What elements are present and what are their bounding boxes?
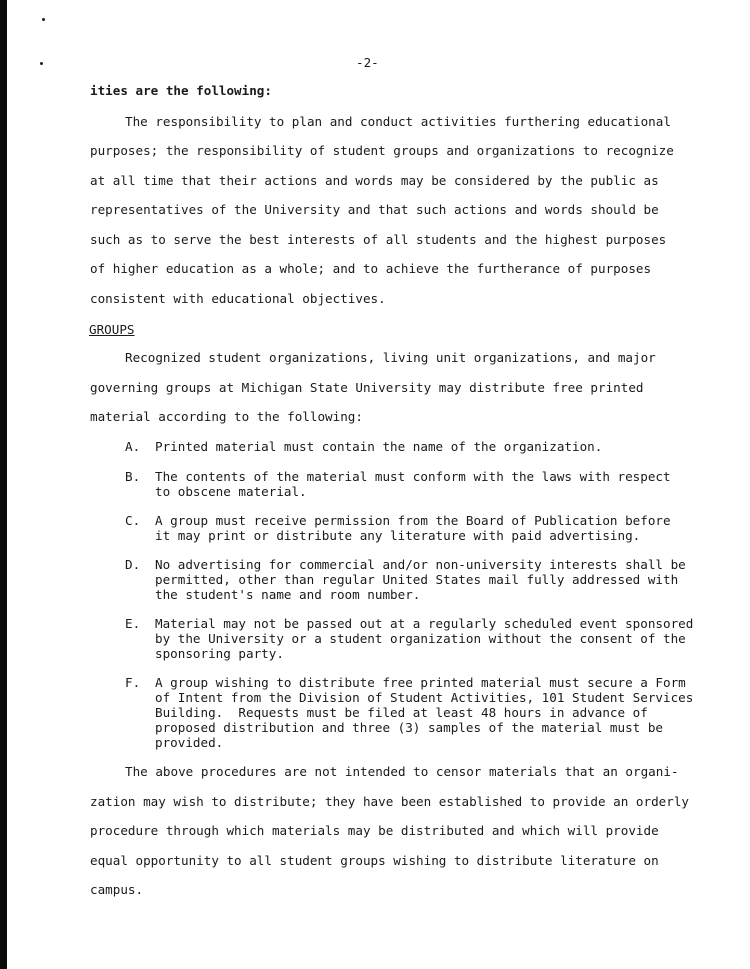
- intro-line: ities are the following:: [90, 83, 272, 98]
- item-line: it may print or distribute any literature with paid advertising.: [155, 528, 641, 543]
- item-line: A group must receive permission from the Board of Publication before: [155, 513, 671, 528]
- paragraph3-line: equal opportunity to all student groups wishing to distribute literature on: [90, 853, 659, 868]
- paragraph3-line: campus.: [90, 882, 144, 897]
- paragraph2-line: governing groups at Michigan State University may distribute free printed: [90, 380, 644, 395]
- item-letter: C.: [125, 513, 141, 528]
- paragraph2-line: material according to the following:: [90, 409, 363, 424]
- item-letter: E.: [125, 616, 141, 631]
- item-letter: F.: [125, 675, 141, 690]
- item-line: Material may not be passed out at a regularly scheduled event sponsored: [155, 616, 694, 631]
- paragraph3-line: zation may wish to distribute; they have been established to provide an orderly: [90, 794, 689, 809]
- paragraph1-line: of higher education as a whole; and to achieve the furtherance of purposes: [90, 261, 652, 276]
- paragraph1-line: such as to serve the best interests of all students and the highest purposes: [90, 232, 667, 247]
- paragraph1-line: consistent with educational objectives.: [90, 291, 386, 306]
- item-line: A group wishing to distribute free printed material must secure a Form: [155, 675, 686, 690]
- item-line: sponsoring party.: [155, 646, 284, 661]
- paragraph3-line: The above procedures are not intended to censor materials that an organi-: [125, 764, 679, 779]
- section-heading: GROUPS: [89, 322, 135, 337]
- paragraph1-line: at all time that their actions and words may be considered by the public as: [90, 173, 659, 188]
- paragraph1-line: purposes; the responsibility of student groups and organizations to recognize: [90, 143, 674, 158]
- item-line: of Intent from the Division of Student Activities, 101 Student Services: [155, 690, 694, 705]
- page-number: -2-: [356, 55, 379, 70]
- paragraph2-line: Recognized student organizations, living unit organizations, and major: [125, 350, 656, 365]
- item-line: Printed material must contain the name of the organization.: [155, 439, 603, 454]
- scan-speck: [40, 62, 43, 65]
- item-line: The contents of the material must conform with the laws with respect: [155, 469, 671, 484]
- item-line: proposed distribution and three (3) samples of the material must be: [155, 720, 663, 735]
- paragraph1-line: The responsibility to plan and conduct activities furthering educational: [125, 114, 671, 129]
- item-letter: D.: [125, 557, 141, 572]
- item-line: by the University or a student organization without the consent of the: [155, 631, 686, 646]
- scan-speck: [42, 18, 45, 21]
- item-line: the student's name and room number.: [155, 587, 421, 602]
- item-line: No advertising for commercial and/or non-university interests shall be: [155, 557, 686, 572]
- item-line: permitted, other than regular United States mail fully addressed with: [155, 572, 679, 587]
- item-letter: A.: [125, 439, 141, 454]
- item-letter: B.: [125, 469, 141, 484]
- paragraph1-line: representatives of the University and that such actions and words should be: [90, 202, 659, 217]
- item-line: to obscene material.: [155, 484, 307, 499]
- item-line: provided.: [155, 735, 224, 750]
- paragraph3-line: procedure through which materials may be distributed and which will provide: [90, 823, 659, 838]
- scan-edge-border: [0, 0, 7, 969]
- item-line: Building. Requests must be filed at least 48 hours in advance of: [155, 705, 648, 720]
